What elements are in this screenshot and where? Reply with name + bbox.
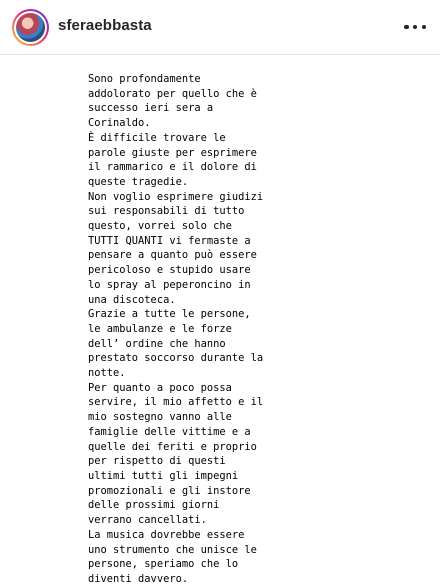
more-horizontal-icon-dot: [413, 25, 418, 30]
post-text-line: Grazie a tutte le persone,: [88, 308, 251, 321]
post-text-line: Corinaldo.: [88, 117, 151, 130]
post-text-line: pensare a quanto può essere: [88, 249, 257, 262]
post-text-line: Non voglio esprimere giudizi: [88, 190, 264, 203]
post-text-line: persone, speriamo che lo: [88, 558, 239, 571]
post-text-line: TUTTI QUANTI vi fermaste a: [88, 234, 251, 247]
post-text-line: prestato soccorso durante la: [88, 352, 264, 365]
profile-picture-icon: [16, 13, 45, 42]
post-header: [0, 0, 440, 55]
post-text-line: verrano cancellati.: [88, 514, 207, 527]
post-text-line: mio sostegno vanno alle: [88, 411, 232, 424]
avatar[interactable]: [12, 9, 49, 46]
username[interactable]: sferaebbasta: [58, 17, 152, 34]
post-text-line: ultimi tutti gli impegni: [88, 469, 239, 482]
post-text-line: addolorato per quello che è: [88, 87, 257, 100]
post-image[interactable]: [0, 55, 440, 585]
post-text-line: quelle dei feriti e proprio: [88, 440, 257, 453]
post-text-line: questo, vorrei solo che: [88, 220, 232, 233]
post-text-line: il rammarico e il dolore di: [88, 161, 257, 174]
post-text-line: delle prossimi giorni: [88, 499, 220, 512]
post-text-line: le ambulanze e le forze: [88, 322, 232, 335]
post-text-line: Sono profondamente: [88, 73, 201, 85]
post-text-line: dell’ ordine che hanno: [88, 337, 226, 350]
post-text-line: notte.: [88, 367, 126, 380]
post-text-line: pericoloso e stupido usare: [88, 264, 251, 277]
post-text-line: parole giuste per esprimere: [88, 146, 257, 159]
post-text-line: una discoteca.: [88, 293, 176, 306]
post-text-line: servire, il mio affetto e il: [88, 396, 264, 409]
post-text-line: diventi davvero.: [88, 572, 189, 585]
post-text-line: famiglie delle vittime e a: [88, 425, 251, 438]
post-text-line: promozionali e gli instore: [88, 484, 251, 497]
post-text-line: sui responsabili di tutto: [88, 205, 245, 218]
avatar-border: [14, 11, 47, 44]
post-text-line: successo ieri sera a: [88, 102, 214, 115]
post-text-line: uno strumento che unisce le: [88, 543, 257, 556]
more-options-button[interactable]: [404, 19, 426, 35]
post-text-line: lo spray al peperoncino in: [88, 278, 251, 291]
post-text-line: Per quanto a poco possa: [88, 381, 232, 394]
post-text-line: È difficile trovare le: [88, 131, 226, 144]
post-text-line: per rispetto di questi: [88, 455, 226, 468]
post-text-line: La musica dovrebbe essere: [88, 528, 245, 541]
post-text-line: queste tragedie.: [88, 175, 189, 188]
more-horizontal-icon: [404, 25, 409, 30]
post-text: [88, 72, 378, 587]
more-horizontal-icon-dot: [422, 25, 427, 30]
